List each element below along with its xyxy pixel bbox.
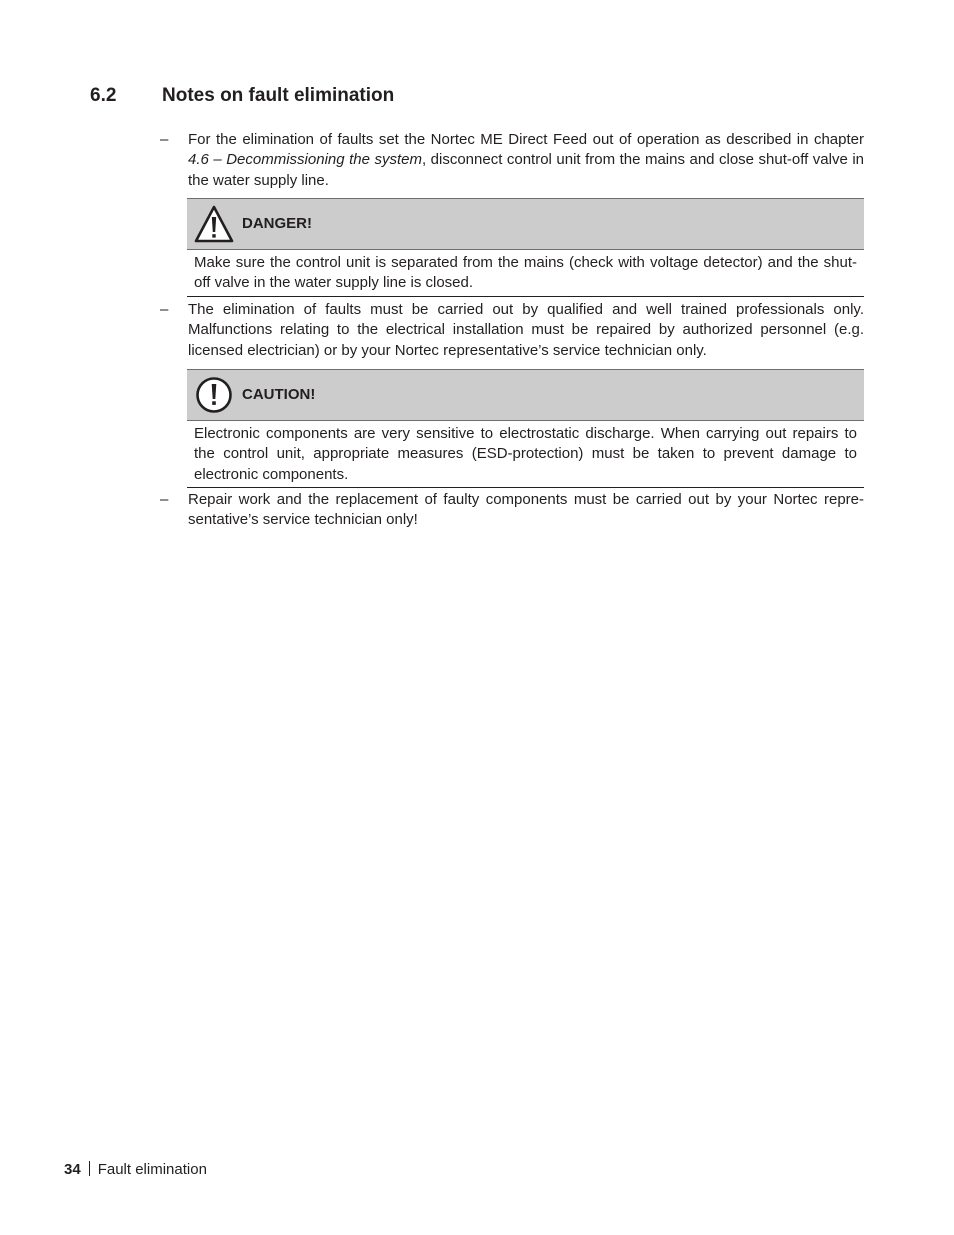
section-title: Notes on fault elimination (162, 85, 395, 106)
list-item (160, 490, 864, 531)
page-number: 34 (64, 1161, 81, 1178)
footer-section: Fault elimination (97, 1161, 207, 1178)
exclamation-circle-icon (194, 376, 234, 414)
footer-separator (89, 1161, 90, 1176)
danger-text: Make sure the control unit is separated from the mains (check with voltage detector) and the shut-off valve in the water supply line is closed. (187, 250, 864, 297)
chapter-reference: 4.6 – Decommissioning the system (188, 151, 422, 169)
caution-notice (187, 369, 864, 488)
list-item (160, 300, 864, 361)
list-dash: – (160, 131, 169, 148)
danger-header (187, 198, 864, 250)
list-item-text: For the elimination of faults set the Nortec ME Direct Feed out of operation as described in chapter 4.6 – Decommissioning the system, disconnect control unit from the mains and close shut-off valve in the water supply line. (188, 131, 864, 189)
caution-label: CAUTION! (242, 386, 316, 403)
warning-triangle-icon (194, 205, 234, 243)
list-dash: – (160, 301, 169, 318)
list-item-text: Repair work and the replacement of faulty components must be carried out by your Nortec repre-sentative’s service technician only! (188, 491, 864, 529)
danger-notice (187, 198, 864, 297)
danger-label: DANGER! (242, 215, 312, 232)
list-item-text: The elimination of faults must be carried out by qualified and well trained professionals only. Malfunctions relating to the electrical installation must be repaired by authorized personnel (e.g. licensed electrician) or by your Nortec representative’s service technician only. (188, 301, 864, 359)
section-heading (90, 85, 394, 107)
list-dash: – (160, 491, 169, 508)
caution-text: Electronic components are very sensitive to electrostatic discharge. When carrying out repairs to the control unit, appropriate measures (ESD-protection) must be taken to prevent damage to electronic components. (187, 421, 864, 488)
section-number: 6.2 (90, 85, 117, 106)
caution-header (187, 369, 864, 421)
page-footer (64, 1161, 207, 1178)
list-item (160, 130, 864, 191)
